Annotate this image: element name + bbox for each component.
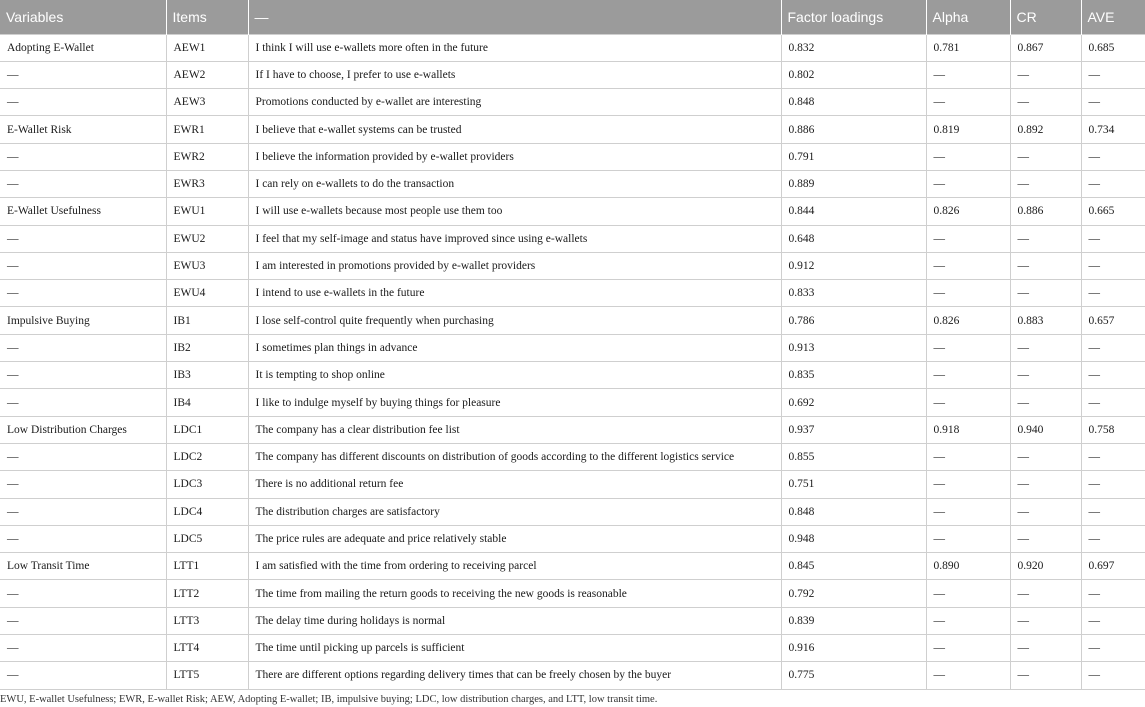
factor-loading-cell: 0.648 [781, 225, 926, 252]
ave-cell: — [1081, 170, 1145, 197]
alpha-cell: — [926, 443, 1010, 470]
alpha-cell: — [926, 607, 1010, 634]
item-cell: LTT4 [166, 635, 248, 662]
header-row [0, 0, 1145, 34]
alpha-cell: — [926, 252, 1010, 279]
variable-cell: — [0, 61, 166, 88]
statement-cell: There is no additional return fee [248, 471, 781, 498]
ave-cell: 0.734 [1081, 116, 1145, 143]
cr-cell: — [1010, 89, 1081, 116]
table-row [0, 34, 1145, 61]
alpha-cell: — [926, 170, 1010, 197]
variable-cell: — [0, 252, 166, 279]
item-cell: LTT1 [166, 553, 248, 580]
variable-cell: — [0, 143, 166, 170]
cr-cell: 0.883 [1010, 307, 1081, 334]
variable-cell: — [0, 580, 166, 607]
table-row [0, 307, 1145, 334]
statement-cell: I think I will use e-wallets more often in the future [248, 34, 781, 61]
variable-cell: — [0, 389, 166, 416]
alpha-cell: — [926, 362, 1010, 389]
variable-cell: — [0, 89, 166, 116]
factor-loading-cell: 0.848 [781, 89, 926, 116]
variable-cell: Adopting E-Wallet [0, 34, 166, 61]
cr-cell: — [1010, 580, 1081, 607]
cr-cell: 0.940 [1010, 416, 1081, 443]
statement-cell: I like to indulge myself by buying things for pleasure [248, 389, 781, 416]
table-row [0, 170, 1145, 197]
ave-cell: — [1081, 334, 1145, 361]
table-row [0, 498, 1145, 525]
table-row [0, 553, 1145, 580]
factor-loading-cell: 0.833 [781, 280, 926, 307]
alpha-cell: — [926, 61, 1010, 88]
cr-cell: — [1010, 635, 1081, 662]
ave-cell: — [1081, 580, 1145, 607]
cr-cell: — [1010, 280, 1081, 307]
table-row [0, 662, 1145, 689]
variable-cell: — [0, 280, 166, 307]
variable-cell: Impulsive Buying [0, 307, 166, 334]
variable-cell: E-Wallet Usefulness [0, 198, 166, 225]
variable-cell: — [0, 225, 166, 252]
header-factor-loadings: Factor loadings [781, 0, 926, 34]
cr-cell: 0.886 [1010, 198, 1081, 225]
table-row [0, 280, 1145, 307]
factor-loading-cell: 0.751 [781, 471, 926, 498]
table-footnote: EWU, E-wallet Usefulness; EWR, E-wallet Risk; AEW, Adopting E-wallet; IB, impulsive buying; LDC, low distribution charges, and LTT, low transit time. [0, 694, 658, 705]
alpha-cell: — [926, 280, 1010, 307]
statement-cell: The company has different discounts on distribution of goods according to the different logistics service [248, 443, 781, 470]
variable-cell: Low Transit Time [0, 553, 166, 580]
item-cell: EWR1 [166, 116, 248, 143]
table-row [0, 635, 1145, 662]
variable-cell: — [0, 443, 166, 470]
table-row [0, 471, 1145, 498]
cr-cell: — [1010, 525, 1081, 552]
alpha-cell: — [926, 635, 1010, 662]
factor-loading-cell: 0.839 [781, 607, 926, 634]
alpha-cell: — [926, 143, 1010, 170]
table-body [0, 34, 1145, 689]
statement-cell: The price rules are adequate and price relatively stable [248, 525, 781, 552]
ave-cell: 0.758 [1081, 416, 1145, 443]
item-cell: LDC2 [166, 443, 248, 470]
item-cell: AEW1 [166, 34, 248, 61]
factor-loading-cell: 0.848 [781, 498, 926, 525]
table-row [0, 607, 1145, 634]
variable-cell: E-Wallet Risk [0, 116, 166, 143]
table-row [0, 225, 1145, 252]
item-cell: EWU3 [166, 252, 248, 279]
factor-loading-cell: 0.786 [781, 307, 926, 334]
factor-loading-cell: 0.792 [781, 580, 926, 607]
variable-cell: — [0, 170, 166, 197]
item-cell: EWR2 [166, 143, 248, 170]
header-statement: — [248, 0, 781, 34]
ave-cell: — [1081, 225, 1145, 252]
alpha-cell: — [926, 498, 1010, 525]
item-cell: LTT2 [166, 580, 248, 607]
table-row [0, 525, 1145, 552]
ave-cell: — [1081, 252, 1145, 279]
variable-cell: — [0, 662, 166, 689]
table-row [0, 580, 1145, 607]
table-row [0, 198, 1145, 225]
table-row [0, 416, 1145, 443]
variable-cell: — [0, 635, 166, 662]
alpha-cell: — [926, 334, 1010, 361]
statement-cell: I believe the information provided by e-wallet providers [248, 143, 781, 170]
factor-loading-cell: 0.844 [781, 198, 926, 225]
variable-cell: — [0, 334, 166, 361]
variable-cell: — [0, 525, 166, 552]
cr-cell: 0.920 [1010, 553, 1081, 580]
ave-cell: — [1081, 525, 1145, 552]
statement-cell: The time from mailing the return goods to receiving the new goods is reasonable [248, 580, 781, 607]
factor-loading-cell: 0.937 [781, 416, 926, 443]
header-items: Items [166, 0, 248, 34]
alpha-cell: 0.826 [926, 198, 1010, 225]
statement-cell: I will use e-wallets because most people use them too [248, 198, 781, 225]
statement-cell: It is tempting to shop online [248, 362, 781, 389]
factor-loading-cell: 0.855 [781, 443, 926, 470]
cr-cell: 0.867 [1010, 34, 1081, 61]
item-cell: AEW3 [166, 89, 248, 116]
header-cr: CR [1010, 0, 1081, 34]
cr-cell: — [1010, 607, 1081, 634]
item-cell: EWU2 [166, 225, 248, 252]
cr-cell: — [1010, 662, 1081, 689]
statement-cell: I am interested in promotions provided by e-wallet providers [248, 252, 781, 279]
table-row [0, 443, 1145, 470]
ave-cell: 0.697 [1081, 553, 1145, 580]
ave-cell: — [1081, 61, 1145, 88]
cr-cell: — [1010, 334, 1081, 361]
alpha-cell: — [926, 580, 1010, 607]
item-cell: EWU4 [166, 280, 248, 307]
ave-cell: — [1081, 143, 1145, 170]
factor-loading-cell: 0.948 [781, 525, 926, 552]
table-row [0, 61, 1145, 88]
ave-cell: — [1081, 362, 1145, 389]
factor-loading-cell: 0.791 [781, 143, 926, 170]
cr-cell: — [1010, 362, 1081, 389]
table-row [0, 362, 1145, 389]
factor-loading-cell: 0.912 [781, 252, 926, 279]
alpha-cell: — [926, 662, 1010, 689]
header-alpha: Alpha [926, 0, 1010, 34]
table-row [0, 334, 1145, 361]
alpha-cell: — [926, 471, 1010, 498]
ave-cell: — [1081, 635, 1145, 662]
variable-cell: — [0, 362, 166, 389]
statement-cell: The company has a clear distribution fee list [248, 416, 781, 443]
cr-cell: — [1010, 389, 1081, 416]
cr-cell: 0.892 [1010, 116, 1081, 143]
statement-cell: I sometimes plan things in advance [248, 334, 781, 361]
item-cell: IB1 [166, 307, 248, 334]
table-row [0, 143, 1145, 170]
alpha-cell: — [926, 89, 1010, 116]
item-cell: LTT3 [166, 607, 248, 634]
statement-cell: I feel that my self-image and status have improved since using e-wallets [248, 225, 781, 252]
table-row [0, 389, 1145, 416]
variable-cell: — [0, 607, 166, 634]
ave-cell: — [1081, 607, 1145, 634]
item-cell: LTT5 [166, 662, 248, 689]
item-cell: LDC5 [166, 525, 248, 552]
factor-loading-cell: 0.916 [781, 635, 926, 662]
factor-loading-cell: 0.845 [781, 553, 926, 580]
statement-cell: I lose self-control quite frequently when purchasing [248, 307, 781, 334]
table-row [0, 116, 1145, 143]
item-cell: EWR3 [166, 170, 248, 197]
ave-cell: 0.657 [1081, 307, 1145, 334]
factor-loading-cell: 0.913 [781, 334, 926, 361]
alpha-cell: 0.781 [926, 34, 1010, 61]
item-cell: IB3 [166, 362, 248, 389]
ave-cell: — [1081, 498, 1145, 525]
table-header [0, 0, 1145, 34]
factor-loading-cell: 0.889 [781, 170, 926, 197]
factor-loading-cell: 0.802 [781, 61, 926, 88]
item-cell: LDC1 [166, 416, 248, 443]
ave-cell: — [1081, 443, 1145, 470]
variable-cell: — [0, 498, 166, 525]
alpha-cell: 0.826 [926, 307, 1010, 334]
variable-cell: — [0, 471, 166, 498]
ave-cell: — [1081, 471, 1145, 498]
cr-cell: — [1010, 61, 1081, 88]
cr-cell: — [1010, 252, 1081, 279]
ave-cell: 0.685 [1081, 34, 1145, 61]
factor-loading-cell: 0.692 [781, 389, 926, 416]
statement-cell: The delay time during holidays is normal [248, 607, 781, 634]
item-cell: IB4 [166, 389, 248, 416]
factor-loading-cell: 0.835 [781, 362, 926, 389]
ave-cell: — [1081, 662, 1145, 689]
ave-cell: 0.665 [1081, 198, 1145, 225]
ave-cell: — [1081, 89, 1145, 116]
cr-cell: — [1010, 170, 1081, 197]
statement-cell: I am satisfied with the time from ordering to receiving parcel [248, 553, 781, 580]
cr-cell: — [1010, 225, 1081, 252]
statement-cell: The distribution charges are satisfactory [248, 498, 781, 525]
cr-cell: — [1010, 443, 1081, 470]
statement-cell: There are different options regarding delivery times that can be freely chosen by the buyer [248, 662, 781, 689]
statement-cell: I believe that e-wallet systems can be trusted [248, 116, 781, 143]
item-cell: AEW2 [166, 61, 248, 88]
header-variables: Variables [0, 0, 166, 34]
table-row [0, 252, 1145, 279]
item-cell: LDC3 [166, 471, 248, 498]
alpha-cell: — [926, 525, 1010, 552]
item-cell: IB2 [166, 334, 248, 361]
statement-cell: The time until picking up parcels is sufficient [248, 635, 781, 662]
factor-loading-cell: 0.832 [781, 34, 926, 61]
item-cell: LDC4 [166, 498, 248, 525]
item-cell: EWU1 [166, 198, 248, 225]
statement-cell: If I have to choose, I prefer to use e-wallets [248, 61, 781, 88]
statement-cell: I can rely on e-wallets to do the transaction [248, 170, 781, 197]
cr-cell: — [1010, 143, 1081, 170]
header-ave: AVE [1081, 0, 1145, 34]
cr-cell: — [1010, 498, 1081, 525]
statement-cell: I intend to use e-wallets in the future [248, 280, 781, 307]
factor-loading-cell: 0.886 [781, 116, 926, 143]
ave-cell: — [1081, 389, 1145, 416]
variable-cell: Low Distribution Charges [0, 416, 166, 443]
statement-cell: Promotions conducted by e-wallet are interesting [248, 89, 781, 116]
factor-loading-cell: 0.775 [781, 662, 926, 689]
alpha-cell: 0.918 [926, 416, 1010, 443]
cr-cell: — [1010, 471, 1081, 498]
ave-cell: — [1081, 280, 1145, 307]
alpha-cell: 0.890 [926, 553, 1010, 580]
table-row [0, 89, 1145, 116]
alpha-cell: — [926, 389, 1010, 416]
alpha-cell: — [926, 225, 1010, 252]
alpha-cell: 0.819 [926, 116, 1010, 143]
